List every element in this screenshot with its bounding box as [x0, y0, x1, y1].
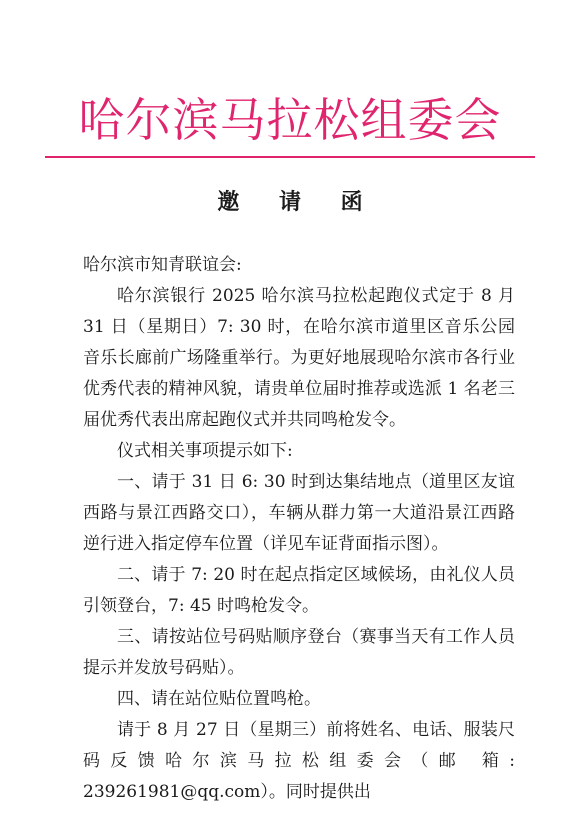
letterhead-divider [45, 156, 535, 158]
paragraph-item-3: 三、请按站位号码贴顺序登台（赛事当天有工作人员提示并发放号码贴）。 [83, 627, 515, 678]
document-body [83, 250, 515, 808]
paragraph-intro: 哈尔滨银行 2025 哈尔滨马拉松起跑仪式定于 8 月 31 日（星期日）7: 30 时，在哈尔滨市道里区音乐公园音乐长廊前广场隆重举行。为更好地展现哈尔滨市各行业优秀代表的精神风貌，请贵单位届时推荐或选派 1 名老三届优秀代表出席起跑仪式并共同鸣枪发令。 [83, 286, 515, 430]
document-title: 邀 请 函 [217, 189, 379, 215]
paragraph-feedback-request: 请于 8 月 27 日（星期三）前将姓名、电话、服装尺码反馈哈尔滨马拉松组委会（邮 箱: 239261981@qq.com）。同时提供出 [83, 720, 515, 802]
paragraph-item-2: 二、请于 7: 20 时在起点指定区域候场，由礼仪人员引领登台，7: 45 时鸣枪发令。 [83, 565, 515, 616]
paragraph-item-1: 一、请于 31 日 6: 30 时到达集结地点（道里区友谊西路与景江西路交口），车辆从群力第一大道沿景江西路逆行进入指定停车位置（详见车证背面指示图）。 [83, 472, 515, 554]
letterhead-org-name: 哈尔滨马拉松组委会 [78, 93, 502, 147]
paragraph-item-4: 四、请在站位贴位置鸣枪。 [117, 689, 321, 709]
paragraph-notes-heading: 仪式相关事项提示如下: [117, 441, 293, 461]
salutation: 哈尔滨市知青联谊会: [83, 255, 242, 275]
